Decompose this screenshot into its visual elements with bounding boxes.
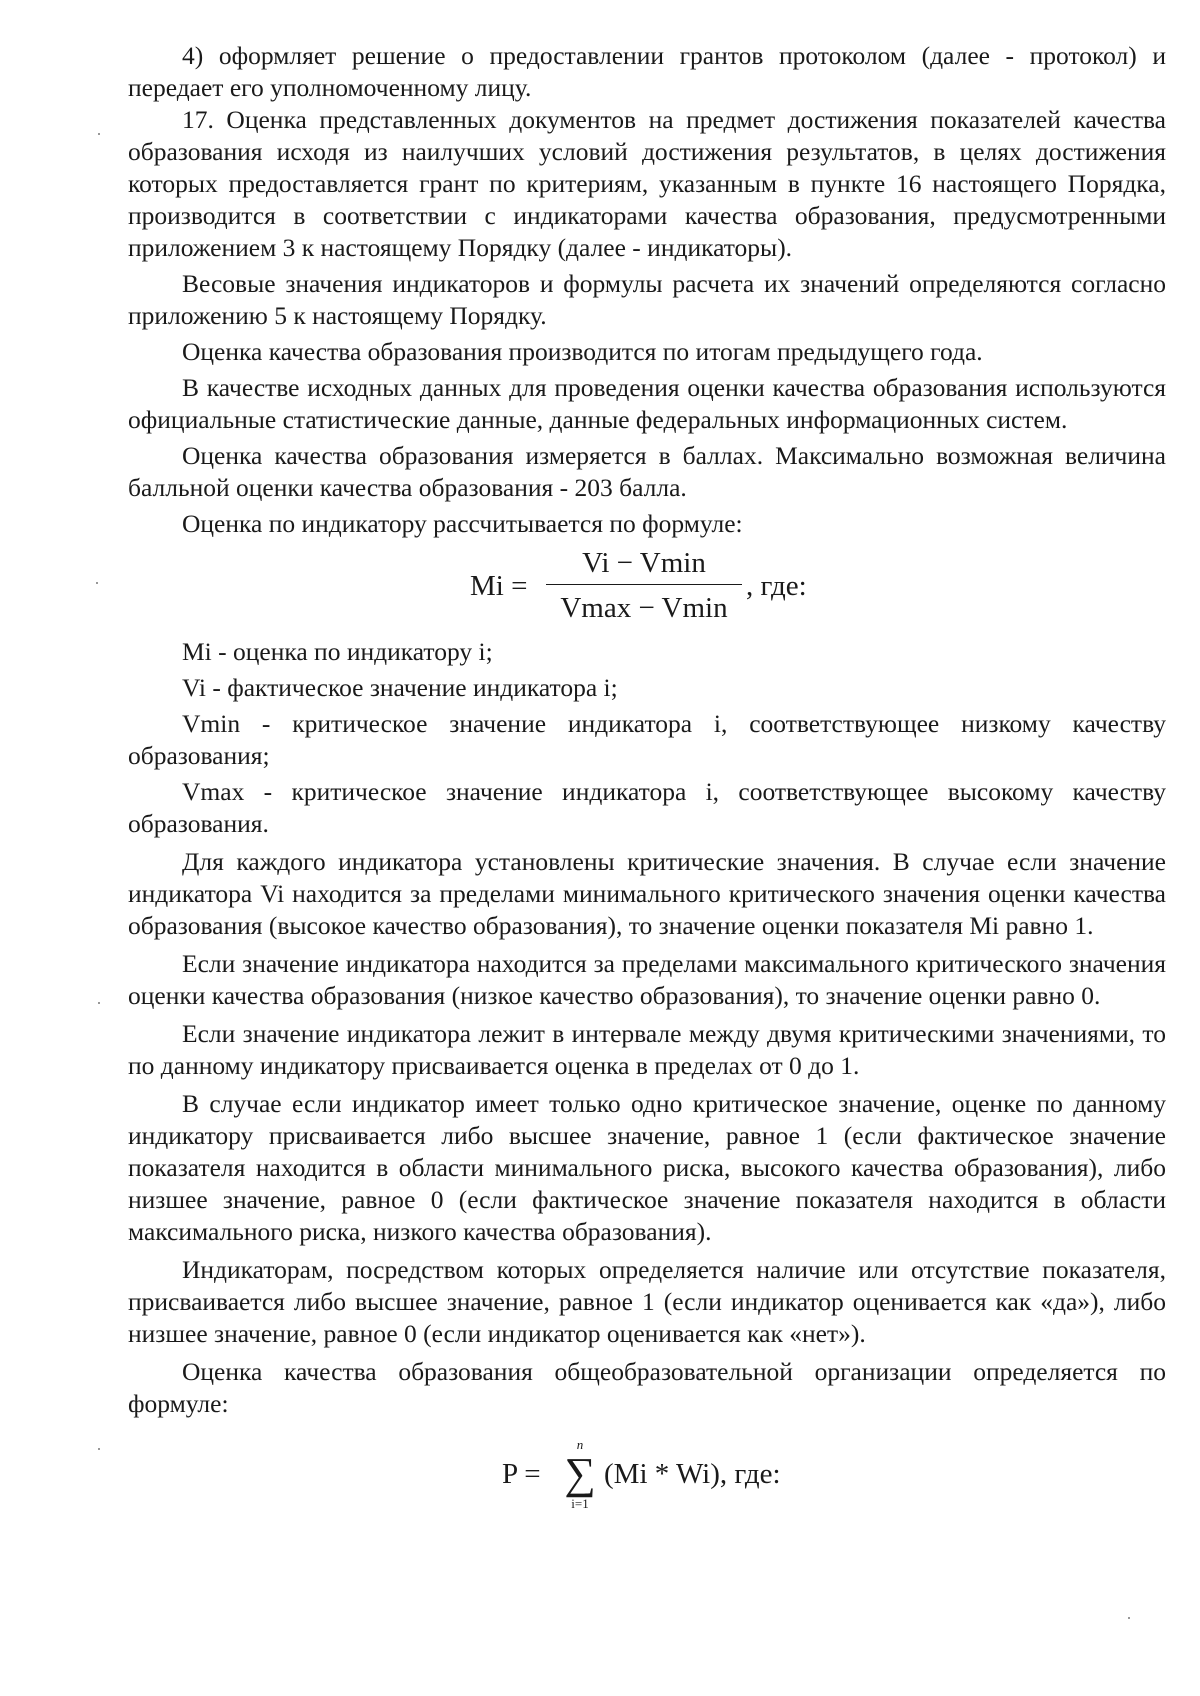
formula-fraction (546, 544, 742, 627)
scan-speck (98, 1448, 100, 1450)
sum-symbol: ∑ (564, 1449, 596, 1498)
document-body (128, 40, 1166, 1524)
total-score-formula (128, 1428, 1166, 1524)
indicator-score-formula (128, 544, 1166, 630)
formula-lhs: P = (502, 1458, 541, 1490)
definition-vmin: Vmin - критическое значение индикатора i, соответствующее низкому качеству образования; (128, 709, 1166, 770)
definition-mi: Mi - оценка по индикатору i; (182, 637, 493, 666)
paragraph-source-data: В качестве исходных данных для проведения оценки качества образования используются официальные статистические данные, данные федеральных информационных систем. (128, 373, 1166, 434)
paragraph-item-4: 4) оформляет решение о предоставлении грантов протоколом (далее - протокол) и передает его уполномоченному лицу. (128, 41, 1166, 102)
sum-lower-limit: i=1 (571, 1496, 589, 1511)
sum-operator (560, 1438, 600, 1512)
scan-speck (96, 582, 98, 584)
definition-vi: Vi - фактическое значение индикатора i; (182, 673, 618, 702)
sum-upper-limit: n (576, 1437, 584, 1452)
paragraph-presence: Индикаторам, посредством которых определяется наличие или отсутствие показателя, присваивается либо высшее значение, равное 1 (если индикатор оценивается как «да»), либо низшее значение, равное 0 (если индикатор оценивается как «нет»). (128, 1255, 1166, 1348)
formula-lhs: Mi = (470, 570, 528, 602)
paragraph-interval: Если значение индикатора лежит в интервале между двумя критическими значениями, то по данному индикатору присваивается оценка в пределах от 0 до 1. (128, 1019, 1166, 1080)
formula-denominator: Vmax − Vmin (560, 592, 728, 624)
scan-speck (98, 1002, 100, 1004)
formula-tail: , где: (746, 570, 807, 602)
paragraph-single-critical: В случае если индикатор имеет только одно критическое значение, оценке по данному индикатору присваивается либо высшее значение, равное 1 (если фактическое значение показателя находится в области минимального риска, высокого качества образования), либо низшее значение, равное 0 (если фактическое значение показателя находится в области максимального риска, низкого качества образования). (128, 1089, 1166, 1246)
paragraph-critical-values: Для каждого индикатора установлены критические значения. В случае если значение индикатора Vi находится за пределами минимального критического значения оценки качества образования (высокое качество образования), то значение оценки показателя Mi равно 1. (128, 847, 1166, 940)
scan-speck (1128, 1617, 1130, 1619)
scan-speck (98, 133, 100, 135)
fraction-bar (546, 584, 742, 585)
paragraph-weights: Весовые значения индикаторов и формулы расчета их значений определяются согласно приложению 5 к настоящему Порядку. (128, 269, 1166, 330)
formula-tail: (Mi * Wi), где: (604, 1458, 781, 1490)
paragraph-total-formula-intro: Оценка качества образования общеобразовательной организации определяется по формуле: (128, 1357, 1166, 1418)
paragraph-max-score: Оценка качества образования измеряется в баллах. Максимально возможная величина балльной оценки качества образования - 203 балла. (128, 441, 1166, 502)
paragraph-max-critical: Если значение индикатора находится за пределами максимального критического значения оценки качества образования (низкое качество образования), то значение оценки равно 0. (128, 949, 1166, 1010)
formula-numerator: Vi − Vmin (582, 547, 706, 579)
paragraph-section-17: 17. Оценка представленных документов на предмет достижения показателей качества образования исходя из наилучших условий достижения результатов, в целях достижения которых предоставляется грант по критериям, указанным в пункте 16 настоящего Порядка, производится в соответствии с индикаторами качества образования, предусмотренными приложением 3 к настоящему Порядку (далее - индикаторы). (128, 105, 1166, 262)
definition-vmax: Vmax - критическое значение индикатора i, соответствующее высокому качеству образования. (128, 777, 1166, 838)
paragraph-formula-intro: Оценка по индикатору рассчитывается по формуле: (182, 509, 743, 538)
paragraph-period: Оценка качества образования производится по итогам предыдущего года. (182, 337, 983, 366)
